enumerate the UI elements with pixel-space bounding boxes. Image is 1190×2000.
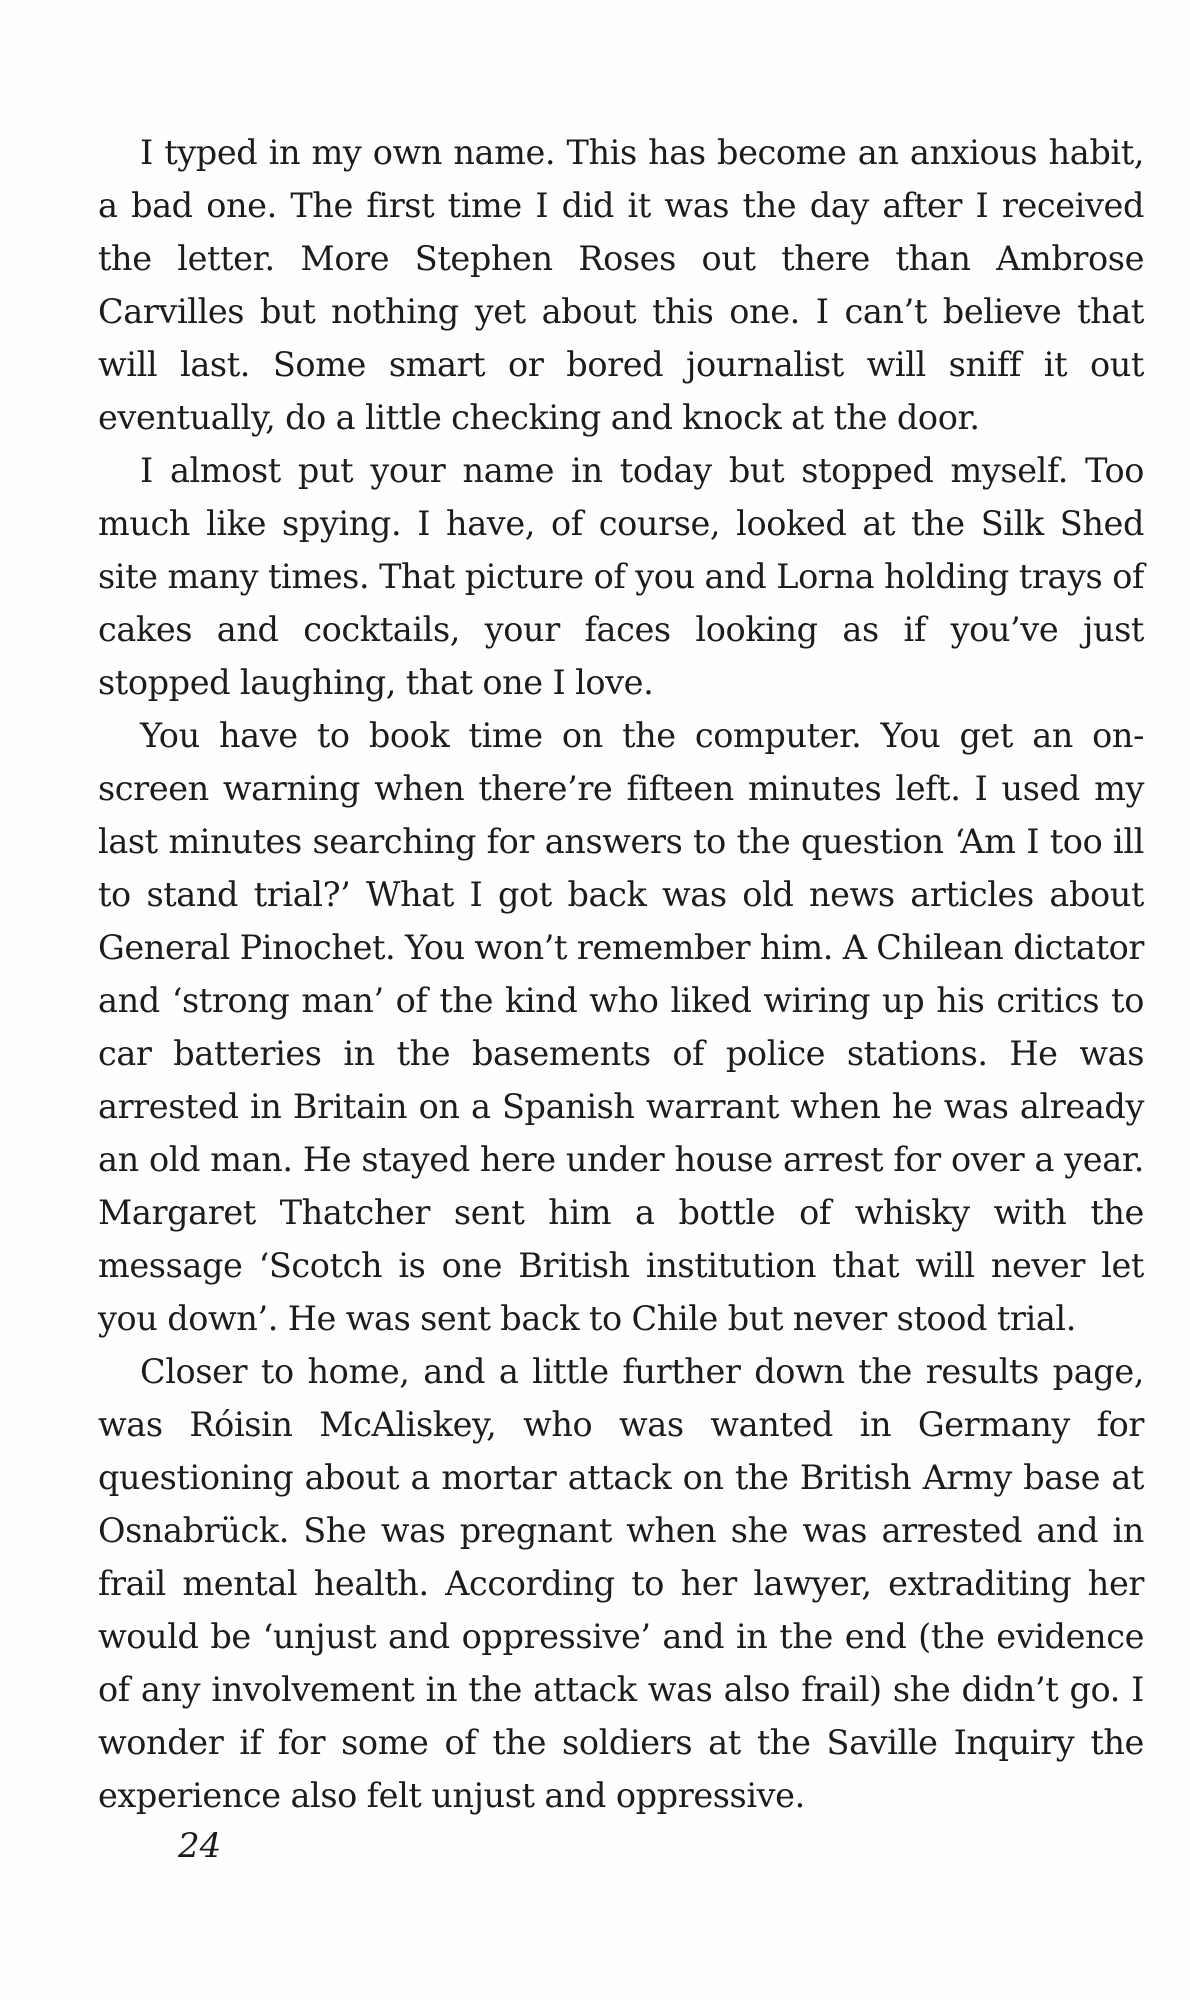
body-text: [98, 126, 1144, 1822]
paragraph-4: Closer to home, and a little further down the results page, was Róisin McAliskey, who was wanted in Germany for questioning about a mortar attack on the British Army base at Osnabrück. She was pregnant when she was arrested and in frail mental health. According to her lawyer, extraditing her would be ‘unjust and oppressive’ and in the end (the evidence of any involvement in the attack was also frail) she didn’t go. I wonder if for some of the soldiers at the Saville Inquiry the experience also felt unjust and oppressive.: [98, 1352, 1144, 1815]
paragraph-2: I almost put your name in today but stopped myself. Too much like spying. I have, of course, looked at the Silk Shed site many times. That picture of you and Lorna holding trays of cakes and cocktails, your faces looking as if you’ve just stopped laughing, that one I love.: [98, 451, 1144, 702]
paragraph-1: I typed in my own name. This has become an anxious habit, a bad one. The first time I did it was the day after I received the letter. More Stephen Roses out there than Ambrose Carvilles but nothing yet about this one. I can’t believe that will last. Some smart or bored journalist will sniff it out eventually, do a little checking and knock at the door.: [98, 133, 1144, 437]
page-number: 24: [178, 1826, 222, 1866]
paragraph-3: You have to book time on the computer. You get an on-screen warning when there’re fifteen minutes left. I used my last minutes searching for answers to the question ‘Am I too ill to stand trial?’ What I got back was old news articles about General Pinochet. You won’t remember him. A Chilean dictator and ‘strong man’ of the kind who liked wiring up his critics to car batteries in the basements of police stations. He was arrested in Britain on a Spanish warrant when he was already an old man. He stayed here under house arrest for over a year. Margaret Thatcher sent him a bottle of whisky with the message ‘Scotch is one British institution that will never let you down’. He was sent back to Chile but never stood trial.: [98, 716, 1145, 1338]
